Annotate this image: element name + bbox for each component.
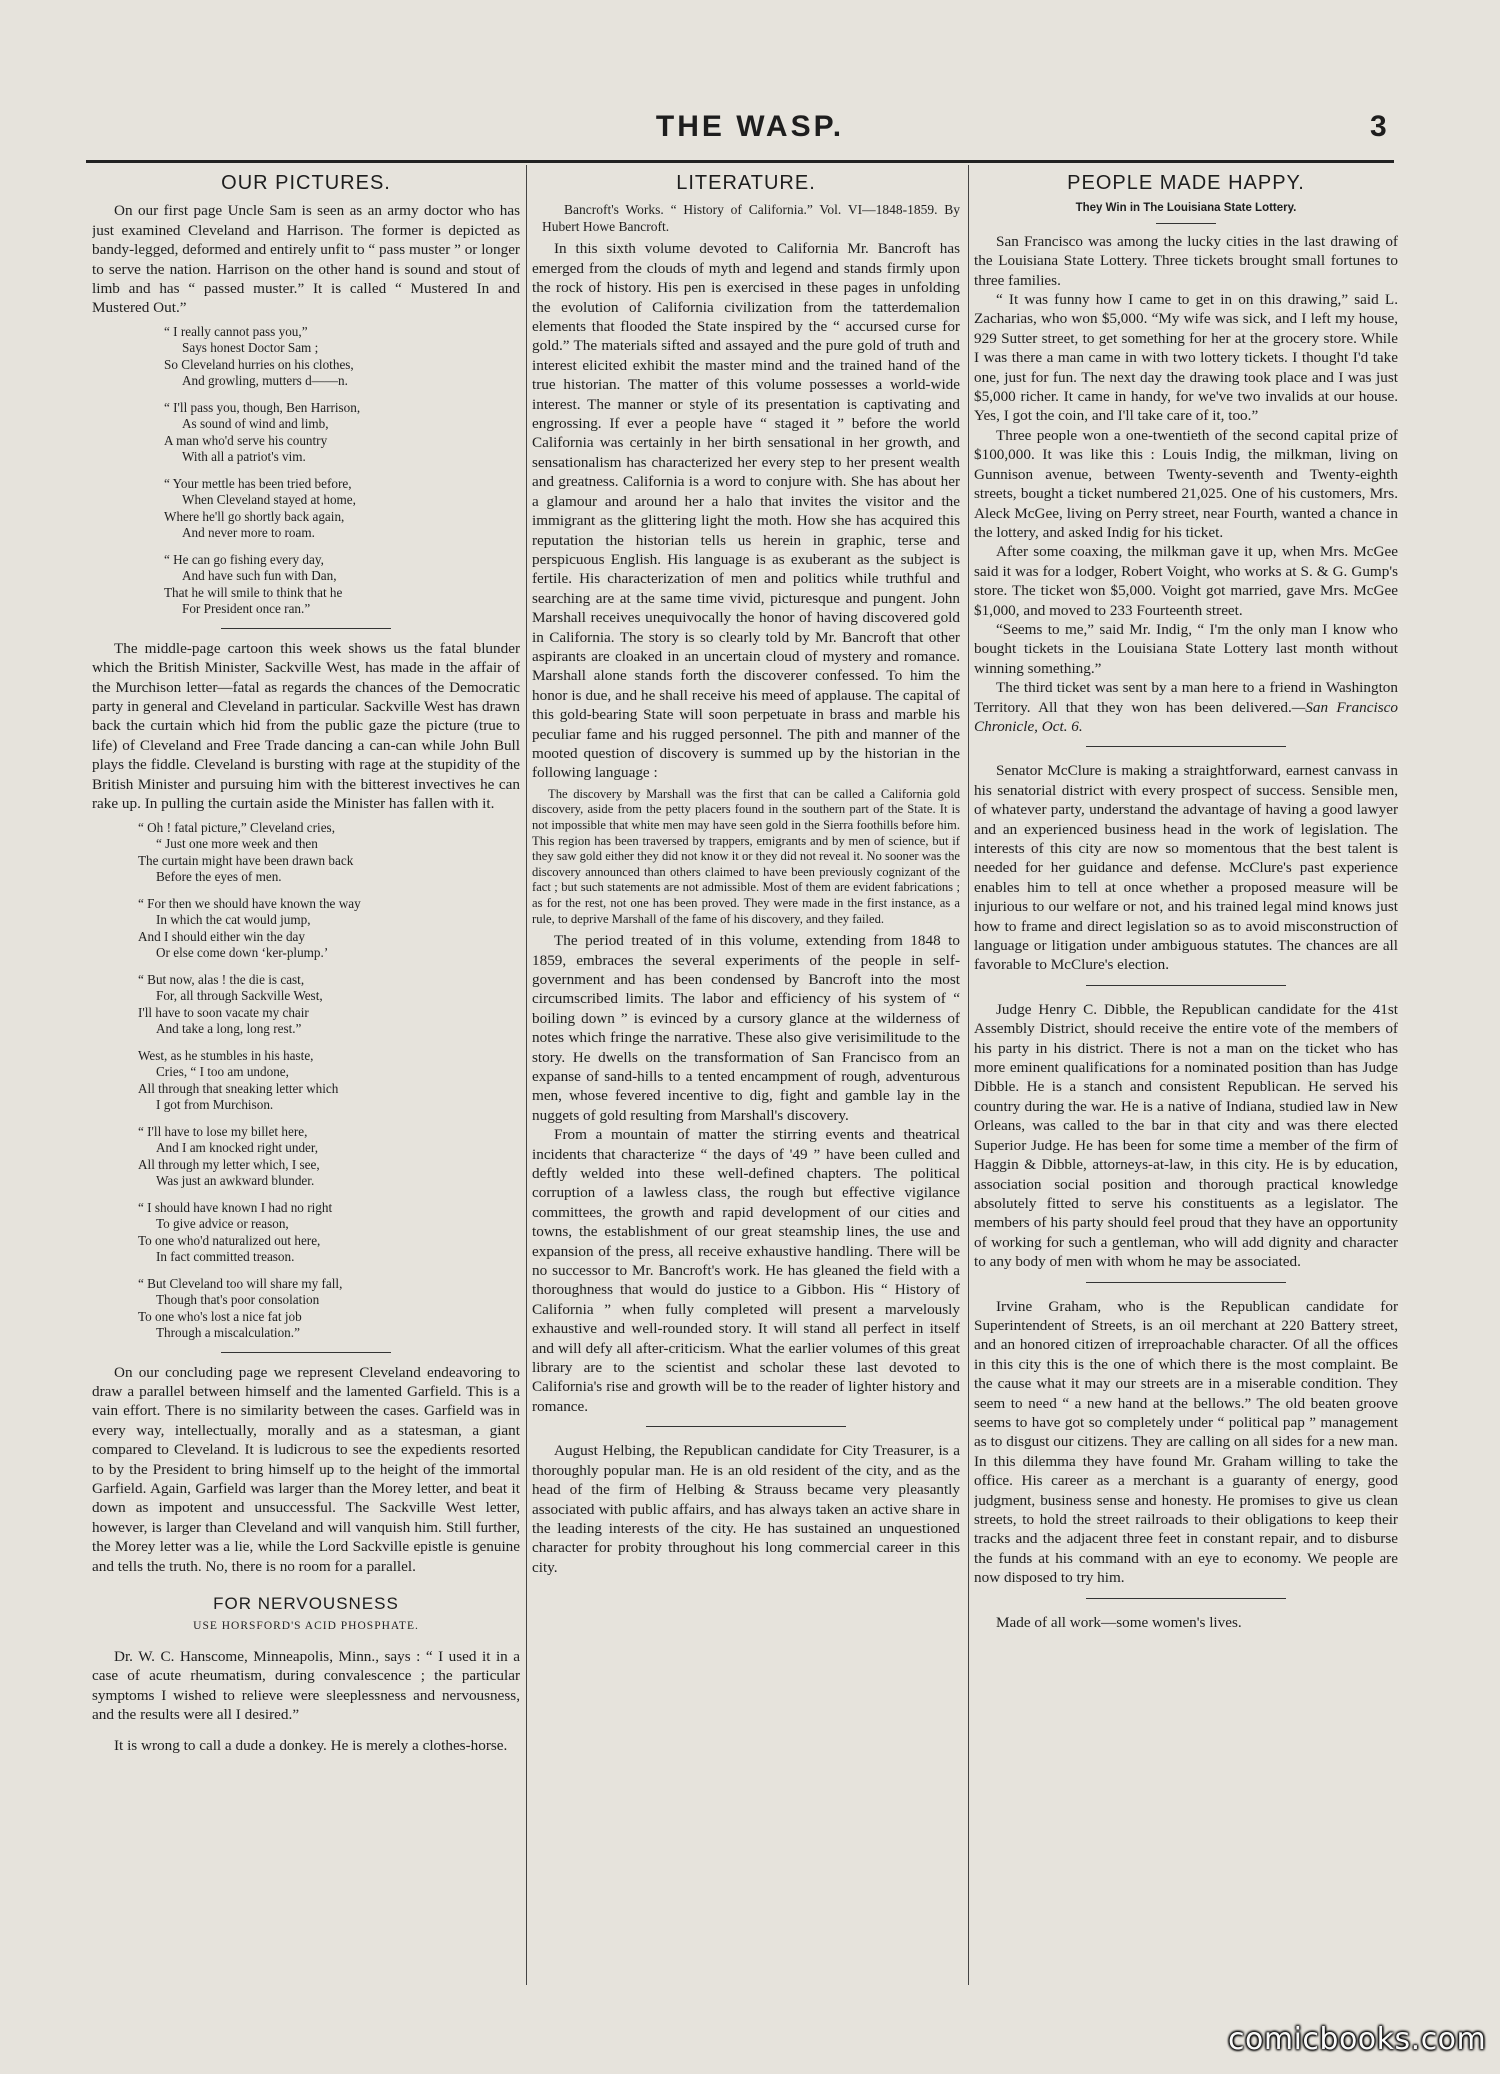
poem-line: A man who'd serve his country	[164, 432, 328, 448]
article-paragraph: Three people won a one-twentieth of the second capital prize of $100,000. It was like this : Louis Indig, the milkman, living on Gunnison avenue, between Twenty-seventh and Twenty-eighth streets, bought a ticket numbered 21,025. One of his customers, Mrs. Aleck McGee, living on Perry street, near Fourth, wanted a chance in the lottery, and asked Indig for his ticket.	[974, 426, 1398, 541]
poem-line: Where he'll go shortly back again,	[164, 508, 345, 524]
poem-mustered	[92, 324, 520, 618]
header-rule	[86, 160, 1394, 163]
poem-line: “ I should have known I had no right	[138, 1199, 333, 1215]
article-paragraph: On our concluding page we represent Cleveland endeavoring to draw a parallel between himself and the lamented Garfield. This is a vain effort. There is no similarity between the cases. Garfield was in every way, intellectually, morally and as a statesman, a giant compared to Cleveland. It is ludicrous to see the expedients resorted to by the President to bring himself up to the height of the immortal Garfield. Again, Garfield was larger than the Morey letter, and beat it down as impotent and unsuccessful. The Sackville West letter, however, is larger than Cleveland and will vanquish him. Still further, the Morey letter was a lie, while the Lord Sackville epistle is genuine and tells the truth. No, there is no room for a parallel.	[92, 1363, 520, 1575]
article-paragraph: “Seems to me,” said Mr. Indig, “ I'm the only man I know who bought tickets in the Louisiana State Lottery last month without winning something.”	[974, 620, 1398, 677]
poem-line: And I should either win the day	[138, 928, 306, 944]
poem-line: “ I'll pass you, though, Ben Harrison,	[164, 399, 361, 415]
ad-heading-nervousness: FOR NERVOUSNESS	[213, 1593, 399, 1613]
poem-stanza	[92, 972, 520, 1038]
poem-line: Before the eyes of men.	[156, 869, 282, 884]
poem-line: For, all through Sackville West,	[156, 988, 323, 1003]
poem-stanza	[92, 820, 520, 886]
poem-line: “ I'll have to lose my billet here,	[138, 1123, 308, 1139]
masthead	[0, 110, 1500, 160]
article-paragraph: San Francisco was among the lucky cities in the last drawing of the Louisiana State Lottery. Three tickets brought small fortunes to three families.	[974, 232, 1398, 289]
divider	[1086, 1598, 1286, 1599]
poem-line: Or else come down ‘ker-plump.’	[156, 945, 329, 960]
poem-stanza	[92, 552, 520, 618]
watermark-logo: comicbooks.com	[1228, 2022, 1487, 2057]
poem-line: The curtain might have been drawn back	[138, 852, 354, 868]
poem-line: All through my letter which, I see,	[138, 1156, 320, 1172]
poem-stanza	[92, 1276, 520, 1342]
article-paragraph: Made of all work—some women's lives.	[996, 1613, 1242, 1631]
poem-stanza	[92, 1048, 520, 1114]
article-paragraph: Irvine Graham, who is the Republican candidate for Superintendent of Streets, is an oil merchant at 220 Battery street, and an honored citizen of irreproachable character. Of all the offices in this city this is the one of which there is the most complaint. Be the cause what it may our streets are in a miserable condition. They seem to need “ a new hand at the bellows.” The old beaten groove seems to have got so completely under “ political pap ” management as to disgust our citizens. They are calling on all sides for a new man. In this dilemma they have found Mr. Graham willing to take the office. His career as a merchant is a guaranty of energy, good judgment, business sense and honesty. He promises to give us clean streets, to hold the street railroads to their obligations to keep their tracks and the adjacent three feet in constant repair, and to disburse the funds at his command with an eye to economy. We people are now disposed to try him.	[974, 1297, 1398, 1587]
poem-line: To one who'd naturalized out here,	[138, 1232, 321, 1248]
poem-line: As sound of wind and limb,	[182, 416, 329, 432]
poem-line: “ But Cleveland too will share my fall,	[138, 1275, 343, 1291]
article-text: The third ticket was sent by a man here to a friend in Washington Territory. All that they won has been delivered.	[974, 679, 1398, 716]
ad-subheading: USE HORSFORD'S ACID PHOSPHATE.	[193, 1620, 419, 1633]
poem-line: Through a miscalculation.”	[156, 1325, 300, 1340]
article-paragraph: After some coaxing, the milkman gave it up, when Mrs. McGee said it was for a lodger, Robert Voight, who works at S. & G. Gump's store. The ticket won $5,000. Voight got married, gave Mrs. McGee $1,000, and moved to 233 Fourteenth street.	[974, 543, 1398, 619]
article-paragraph: Senator McClure is making a straightforward, earnest canvass in his senatorial district with every prospect of success. Sensible men, of whatever party, understand the advantage of having a good lawyer and an experienced business head in the work of legislation. The interests of this city are now so momentous that the best talent is needed for her guidance and defense. McClure's past experience enables him to tell at once whether a proposed measure will be injurious to our welfare or not, and his trained legal mind knows just how to frame and direct legislation so as to avoid misconstruction of language or litigation under ambiguous statutes. The chances are all favorable to McClure's election.	[974, 762, 1398, 974]
page-number: 3	[1370, 110, 1387, 143]
poem-stanza	[92, 324, 520, 390]
poem-line: Was just an awkward blunder.	[156, 1173, 315, 1188]
poem-line: And I am knocked right under,	[156, 1140, 319, 1155]
section-subheading: They Win in The Louisiana State Lottery.	[1075, 202, 1297, 215]
poem-line: “ For then we should have known the way	[138, 895, 361, 911]
section-heading-literature: LITERATURE.	[676, 172, 816, 194]
poem-line: When Cleveland stayed at home,	[182, 492, 356, 508]
poem-line: And never more to roam.	[182, 525, 315, 541]
article-paragraph: The period treated of in this volume, extending from 1848 to 1859, embraces the several experiments of the people in self-government and has been condensed by Bancroft into the most circumscribed limits. The labor and efficiency of his system of “ boiling down ” is evinced by a cursory glance at the wilderness of notes which fringe the narrative. These also give verisimilitude to the story. He dwells on the transformation of San Francisco from an expanse of sand-hills to a tented encampment of rough, adventurous men, whose fevered incentive to dig, fight and gamble lay in the nuggets of gold resulting from Marshall's discovery.	[532, 932, 960, 1124]
poem-line: I'll have to soon vacate my chair	[138, 1004, 309, 1020]
book-citation: Bancroft's Works. “ History of California.” Vol. VI—1848-1859. By Hubert Howe Bancroft.	[542, 202, 960, 235]
column-people-made-happy	[974, 172, 1398, 1992]
poem-line: “ I really cannot pass you,”	[164, 323, 308, 339]
poem-stanza	[92, 476, 520, 542]
poem-line: Though that's poor consolation	[156, 1292, 320, 1307]
section-heading-people-made-happy: PEOPLE MADE HAPPY.	[1067, 172, 1305, 194]
poem-line: Cries, “ I too am undone,	[156, 1064, 289, 1079]
column-divider-1	[526, 165, 527, 1985]
article-paragraph: It is wrong to call a dude a donkey. He is merely a clothes-horse.	[114, 1737, 508, 1755]
poem-line: In which the cat would jump,	[156, 912, 311, 927]
article-paragraph: “ It was funny how I came to get in on this drawing,” said L. Zacharias, who won $5,000. “My wife was sick, and I left my house, 929 Sutter street, to get something for her at the grocery store. While I was there a man came in with two lottery tickets. I thought I'd take one, just for fun. The next day the drawing took place and I was just $5,000 richer. It came in handy, for we've two invalids at our house. Yes, I got the coin, and I'll take care of it, too.”	[974, 291, 1398, 425]
ad-text: Dr. W. C. Hanscome, Minneapolis, Minn., says : “ I used it in a case of acute rheumatism, during convalescence ; the particular symptoms I wished to relieve were sleeplessness and nervousness, and the results were all I desired.”	[92, 1647, 520, 1723]
article-paragraph: From a mountain of matter the stirring events and theatrical incidents that characterize “ the days of '49 ” have been culled and deftly welded into these well-defined chapters. The political corruption of a lawless class, the rough but effective vigilance committees, the growth and rapid development of our cities and towns, the establishment of our great steamship lines, the use and expansion of the press, all receive exhaustive handling. There will be no successor to Mr. Bancroft's work. He has gleaned the field with a thoroughness that would do justice to a Gibbon. His “ History of California ” when fully completed will present a marvelously exhaustive and well-rounded story. It will stand all perfect in itself and will defy all after-criticism. What the earlier volumes of this great library are to the scientist and scholar these last devoted to California's rise and growth will be to the reader of lighter history and romance.	[532, 1126, 960, 1415]
poem-line: “ Oh ! fatal picture,” Cleveland cries,	[138, 819, 335, 835]
article-paragraph: In this sixth volume devoted to California Mr. Bancroft has emerged from the clouds of myth and legend and stands firmly upon the rock of history. His pen is exercised in these pages in unfolding the evolution of California civilization from the tatterdemalion elements that flooded the State inspired by the “ accursed curse for gold.” The materials sifted and assayed and the pure gold of truth and interest elicited exhibit the master mind and the trained hand of the true historian. The matter of this volume possesses a world-wide interest. The manner or style of its presentation is captivating and engrossing. If ever a people have “ staged it ” before the world California was certainly in her birth sensational in her growth, and sensationalism has characterized her every step to her present wealth and greatness. California is a word to conjure with. She has about her a glamour and around her a halo that invites the visitor and the immigrant as the glittering light the moth. How she has acquired this reputation the historian tells us herein in graphic, terse and perspicuous English. His language is as exuberant as the subject is fertile. His characterization of men and politics while truthful and searching are at the same time vivid, picturesque and pungent. John Marshall receives unequivocally the honor of having discovered gold in California. The story is so clearly told by Mr. Bancroft that other aspirants are cloaked in an uncertain cloud of mystery and romance. Marshall alone stands forth the discoverer confessed. To him the honor is due, and he shall receive his meed of applause. The capital of this gold-bearing State will soon perpetuate in brass and marble his peculiar fame and his rugged personnel. The pith and manner of the mooted question of discovery is summed up by the historian in the following language :	[532, 240, 960, 782]
poem-line: And growling, mutters d——n.	[182, 373, 348, 389]
article-paragraph: The middle-page cartoon this week shows us the fatal blunder which the British Minister, Sackville West, has made in the affair of the Murchison letter—fatal as regards the chances of the Democratic party in general and Cleveland in particular. Sackville West has drawn back the curtain which hid from the public gaze the picture (true to life) of Cleveland and Free Trade dancing a can-can while John Bull plays the fiddle. Cleveland is bursting with rage at the stupidity of the British Minister and pursuing him with the bitterest invectives he can rake up. In pulling the curtain aside the Minister has fallen with it.	[92, 639, 520, 813]
poem-line: To give advice or reason,	[156, 1216, 289, 1231]
section-heading-our-pictures: OUR PICTURES.	[221, 172, 391, 194]
divider	[646, 1426, 846, 1427]
newspaper-title: THE WASP.	[655, 110, 845, 143]
poem-stanza	[92, 896, 520, 962]
poem-line: West, as he stumbles in his haste,	[138, 1047, 314, 1063]
poem-line: Says honest Doctor Sam ;	[182, 340, 319, 356]
article-paragraph: On our first page Uncle Sam is seen as an army doctor who has just examined Cleveland and Harrison. The former is depicted as bandy-legged, deformed and entirely unfit to “ pass muster ” or longer to serve the nation. Harrison on the other hand is sound and stout of limb and has “ passed muster.” It is called “ Mustered In and Mustered Out.”	[92, 202, 520, 317]
poem-line: For President once ran.”	[182, 601, 311, 617]
poem-line: That he will smile to think that he	[164, 584, 343, 600]
poem-line: “ He can go fishing every day,	[164, 551, 324, 567]
divider	[1086, 1282, 1286, 1283]
poem-line: “ Just one more week and then	[156, 836, 318, 851]
poem-line: And take a long, long rest.”	[156, 1021, 302, 1036]
block-quote: The discovery by Marshall was the first that can be called a California gold discovery, aside from the petty placers found in the southern part of the State. It is not impossible that white men may have seen gold in the Sierra foothills before him. This region has been traversed by trappers, emigrants and by men of science, but if they saw gold either they did not know it or they did not reveal it. No sooner was the discovery announced than others claimed to have been previously cognizant of the fact ; but such statements are not admissible. Most of them are evident fabrications ; as for the rest, not one has been proved. They were made in the first instance, as a rule, to deprive Marshall of the fame of his discovery, and they failed.	[532, 786, 960, 926]
poem-line: To one who's lost a nice fat job	[138, 1308, 302, 1324]
poem-line: With all a patriot's vim.	[182, 449, 306, 465]
poem-stanza	[92, 1124, 520, 1190]
poem-line: And have such fun with Dan,	[182, 568, 337, 584]
divider	[221, 1352, 391, 1353]
poem-line: “ But now, alas ! the die is cast,	[138, 971, 305, 987]
poem-fatal-picture	[92, 820, 520, 1342]
divider	[1086, 746, 1286, 747]
article-paragraph: August Helbing, the Republican candidate for City Treasurer, is a thoroughly popular man. He is an old resident of the city, and as the head of the firm of Helbing & Strauss became very pleasantly associated with public affairs, and has always taken an active share in the leading interests of the city. He has sustained an unquestioned character for probity throughout his long commercial career in this city.	[532, 1442, 960, 1576]
column-our-pictures	[92, 172, 520, 1992]
poem-stanza	[92, 400, 520, 466]
poem-line: I got from Murchison.	[156, 1097, 274, 1112]
poem-line: All through that sneaking letter which	[138, 1080, 339, 1096]
poem-line: In fact committed treason.	[156, 1249, 295, 1264]
divider	[1086, 985, 1286, 986]
article-paragraph: Judge Henry C. Dibble, the Republican candidate for the 41st Assembly District, should receive the entire vote of the members of his party in his district. There is not a man on the ticket who has more eminent qualifications for a nominated position than has Judge Dibble. He is a stanch and consistent Republican. He served his country during the war. He is a native of Indiana, studied law in New Orleans, was called to the bar in that city and was there elected Superior Judge. He has been for some time a member of the firm of Haggin & Dibble, attorneys-at-law, in this city. He is by education, association social position and thorough practical knowledge absolutely fitted to serve his constituents as a legislator. The members of his party should feel proud that they have an opportunity of working for such a gentleman, who will add dignity and character to any body of men with whom he may be associated.	[974, 1000, 1398, 1271]
source-credit: —San Francisco Chronicle, Oct. 6.	[974, 698, 1398, 735]
article-paragraph	[974, 678, 1398, 736]
poem-line: So Cleveland hurries on his clothes,	[164, 356, 354, 372]
divider	[221, 628, 391, 629]
poem-line: “ Your mettle has been tried before,	[164, 475, 352, 491]
column-literature	[532, 172, 960, 1992]
divider	[1156, 223, 1216, 224]
poem-stanza	[92, 1200, 520, 1266]
column-divider-2	[968, 165, 969, 1985]
